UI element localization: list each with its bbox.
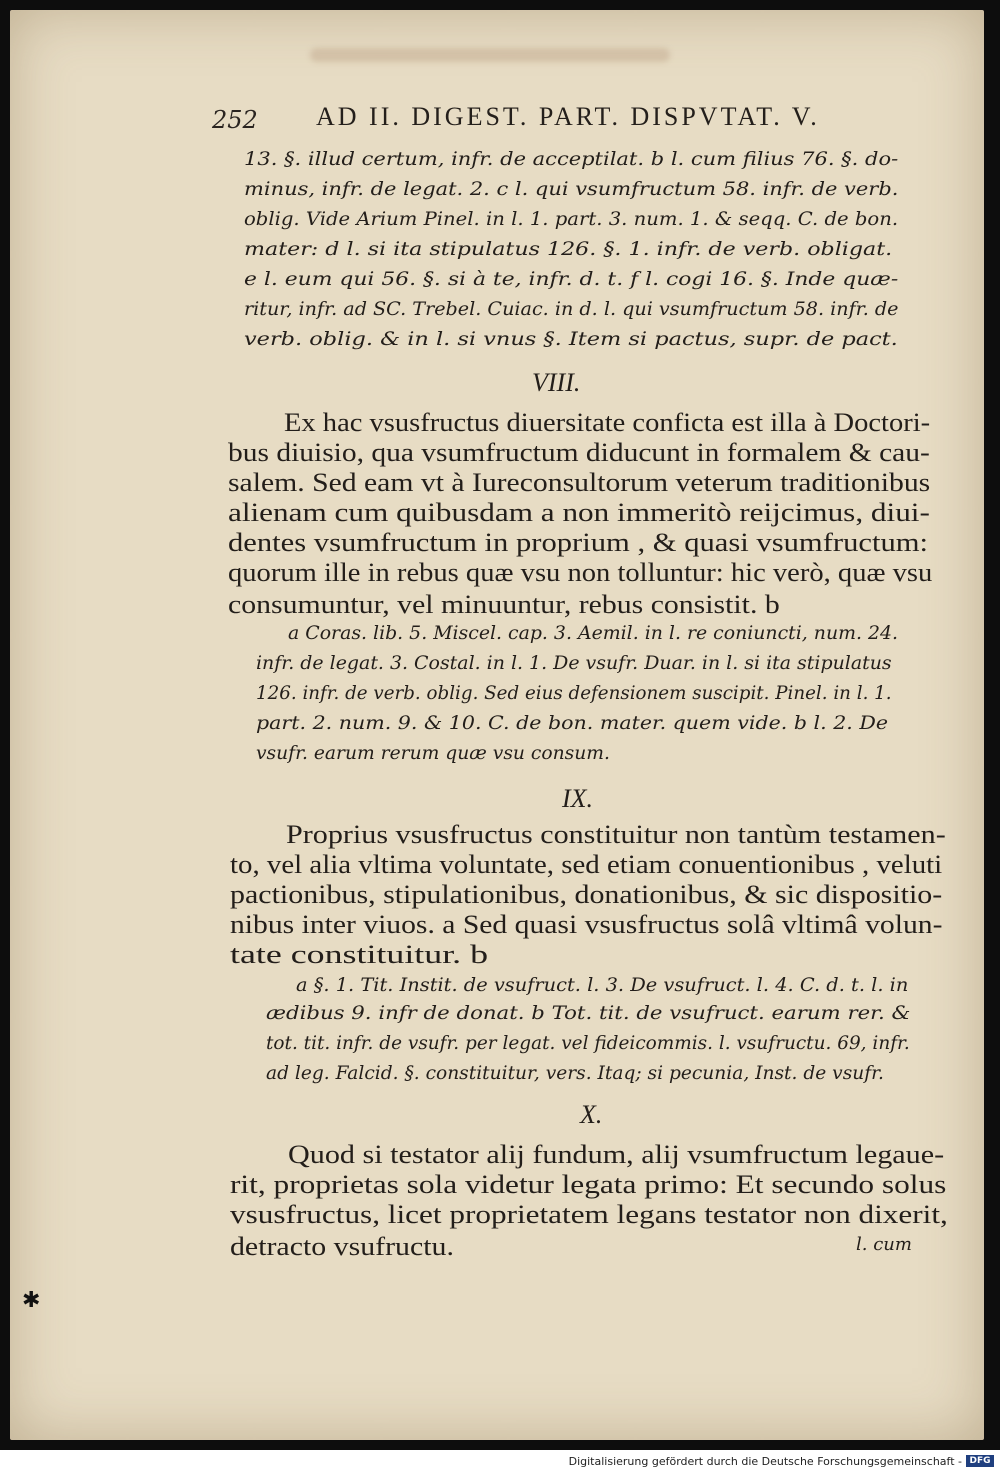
- body-line: consumuntur, vel minuuntur, rebus consistit. b: [228, 590, 780, 619]
- ink-blot: ✱: [22, 1288, 41, 1313]
- body-line: bus diuisio, qua vsumfructum diducunt in formalem & cau-: [228, 438, 930, 467]
- note-line: ædibus 9. infr de donat. b Tot. tit. de vsufruct. earum rer. &: [266, 1002, 911, 1024]
- note-line: tot. tit. infr. de vsufr. per legat. vel fideicommis. l. vsufructu. 69, infr.: [266, 1032, 910, 1054]
- section-heading-viii: VIII.: [532, 368, 581, 397]
- body-line: dentes vsumfructum in proprium , & quasi vsumfructum:: [228, 528, 929, 557]
- dfg-logo: DFG: [966, 1455, 994, 1467]
- note-line: minus, infr. de legat. 2. c l. qui vsumfructum 58. infr. de verb.: [244, 178, 899, 200]
- body-line: Quod si testator alij fundum, alij vsumfructum legaue-: [288, 1140, 945, 1169]
- body-line: nibus inter viuos. a Sed quasi vsusfructus solâ vltimâ volun-: [230, 910, 943, 939]
- note-line: mater: d l. si ita stipulatus 126. §. 1. infr. de verb. obligat.: [244, 238, 893, 260]
- note-line: ad leg. Falcid. §. constituitur, vers. Itaq; si pecunia, Inst. de vsufr.: [266, 1062, 884, 1084]
- page-number: 252: [212, 106, 258, 134]
- running-head: AD II. DIGEST. PART. DISPVTAT. V.: [316, 102, 820, 131]
- note-line: a Coras. lib. 5. Miscel. cap. 3. Aemil. in l. re coniuncti, num. 24.: [288, 622, 899, 644]
- note-line: oblig. Vide Arium Pinel. in l. 1. part. 3. num. 1. & seqq. C. de bon.: [244, 208, 899, 230]
- note-line: part. 2. num. 9. & 10. C. de bon. mater. quem vide. b l. 2. De: [256, 712, 888, 734]
- body-line: pactionibus, stipulationibus, donationibus, & sic dispositio-: [230, 880, 943, 909]
- note-line: 126. infr. de verb. oblig. Sed eius defensionem suscipit. Pinel. in l. 1.: [256, 682, 892, 704]
- section-heading-x: X.: [580, 1100, 603, 1129]
- footer-credit: Digitalisierung gefördert durch die Deutsche Forschungsgemeinschaft -: [568, 1455, 962, 1468]
- catchword: l. cum: [856, 1234, 912, 1255]
- body-line: salem. Sed eam vt à Iureconsultorum veterum traditionibus: [228, 468, 931, 497]
- note-line: ritur, infr. ad SC. Trebel. Cuiac. in d. l. qui vsumfructum 58. infr. de: [244, 298, 899, 320]
- body-line: tate constituitur. b: [230, 940, 489, 969]
- note-line: a §. 1. Tit. Instit. de vsufruct. l. 3. De vsufruct. l. 4. C. d. t. l. in: [296, 974, 909, 996]
- body-line: quorum ille in rebus quæ vsu non tolluntur: hic verò, quæ vsu: [228, 558, 933, 587]
- note-line: infr. de legat. 3. Costal. in l. 1. De vsufr. Duar. in l. si ita stipulatus: [256, 652, 892, 674]
- page-stain: [310, 48, 670, 62]
- note-line: verb. oblig. & in l. si vnus §. Item si pactus, supr. de pact.: [244, 328, 898, 350]
- body-line: Ex hac vsusfructus diuersitate conficta est illa à Doctori-: [284, 408, 931, 437]
- section-heading-ix: IX.: [562, 784, 594, 813]
- body-line: detracto vsufructu.: [230, 1232, 454, 1261]
- note-line: 13. §. illud certum, infr. de acceptilat. b l. cum filius 76. §. do-: [244, 148, 899, 170]
- note-line: vsufr. earum rerum quæ vsu consum.: [256, 742, 610, 764]
- body-line: to, vel alia vltima voluntate, sed etiam conuentionibus , veluti: [230, 850, 943, 879]
- note-line: e l. eum qui 56. §. si à te, infr. d. t. f l. cogi 16. §. Inde quæ-: [244, 268, 899, 290]
- body-line: alienam cum quibusdam a non immeritò reijcimus, diui-: [228, 498, 930, 527]
- body-line: rit, proprietas sola videtur legata primo: Et secundo solus: [230, 1170, 947, 1199]
- body-line: Proprius vsusfructus constituitur non tantùm testamen-: [286, 820, 946, 849]
- body-line: vsusfructus, licet proprietatem legans testator non dixerit,: [230, 1200, 948, 1229]
